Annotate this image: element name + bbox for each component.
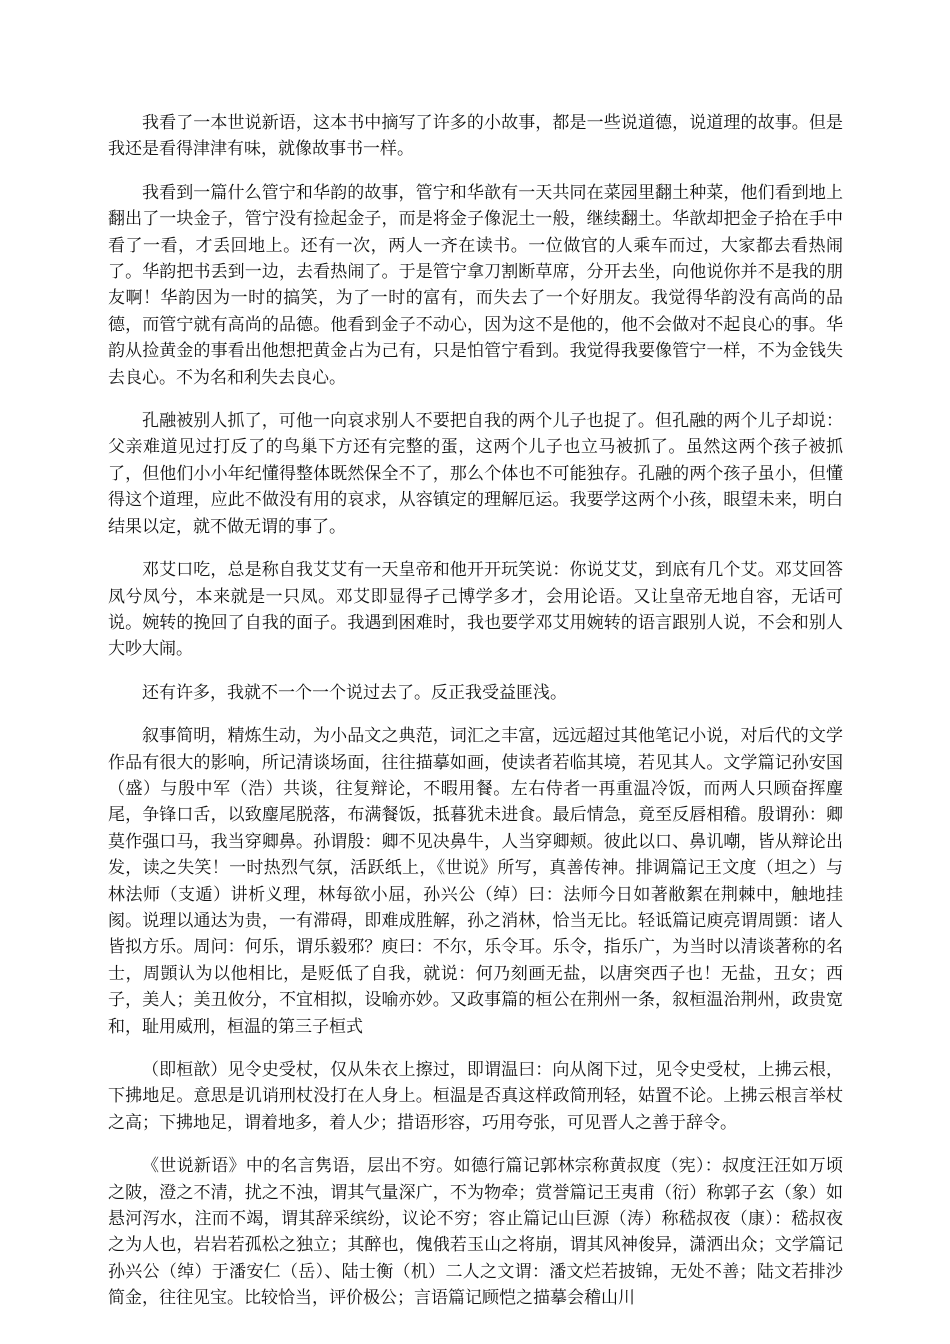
document-body — [108, 110, 843, 1329]
paragraph-2: 我看到一篇什么管宁和华韵的故事，管宁和华歆有一天共同在菜园里翻土种菜，他们看到地上翻出了一块金子，管宁没有捡起金子，而是将金子像泥土一般，继续翻土。华歆却把金子拾在手中看了一看，才丢回地上。还有一次，两人一齐在读书。一位做官的人乘车而过，大家都去看热闹了。华韵把书丢到一边，去看热闹了。于是管宁拿刀割断草席，分开去坐，向他说你并不是我的朋友啊！华韵因为一时的搞笑，为了一时的富有，而失去了一个好朋友。我觉得华韵没有高尚的品德，而管宁就有高尚的品德。他看到金子不动心，因为这不是他的，他不会做对不起良心的事。华韵从捡黄金的事看出他想把黄金占为己有，只是怕管宁看到。我觉得我要像管宁一样，不为金钱失去良心。不为名和利失去良心。 — [108, 182, 843, 388]
paragraph-7: （即桓歆）见令史受杖，仅从朱衣上擦过，即谓温曰：向从阁下过，见令史受杖，上拂云根，下拂地足。意思是讥诮刑杖没打在人身上。桓温是否真这样政简刑轻，姑置不论。上拂云根言举杖之高；下拂地足，谓着地多，着人少；措语形容，巧用夸张，可见晋人之善于辞令。 — [108, 1060, 843, 1133]
paragraph-4: 邓艾口吃，总是称自我艾艾有一天皇帝和他开开玩笑说：你说艾艾，到底有几个艾。邓艾回答凤兮凤兮，本来就是一只凤。邓艾即显得孑己博学多才，会用论语。又让皇帝无地自容，无话可说。婉转的挽回了自我的面子。我遇到困难时，我也要学邓艾用婉转的语言跟别人说，不会和别人大吵大闹。 — [108, 560, 843, 660]
paragraph-8: 《世说新语》中的名言隽语，层出不穷。如德行篇记郭林宗称黄叔度（宪）：叔度汪汪如万顷之陂，澄之不清，扰之不浊，谓其气量深广，不为物牵；赏誉篇记王夷甫（衍）称郭子玄（象）如悬河泻水，注而不竭，谓其辞采缤纷，议论不穷；容止篇记山巨源（涛）称嵇叔夜（康）：嵇叔夜之为人也，岩岩若孤松之独立；其醉也，傀俄若玉山之将崩，谓其风神俊异，潇洒出众；文学篇记孙兴公（绰）于潘安仁（岳）、陆士衡（机）二人之文谓：潘文烂若披锦，无处不善；陆文若排沙简金，往往见宝。比较恰当，评价极公；言语篇记顾恺之描摹会稽山川 — [108, 1156, 843, 1309]
paragraph-3: 孔融被别人抓了，可他一向哀求别人不要把自我的两个儿子也捉了。但孔融的两个儿子却说：父亲难道见过打反了的鸟巢下方还有完整的蛋，这两个儿子也立马被抓了。虽然这两个孩子被抓了，但他们小小年纪懂得整体既然保全不了，那么个体也不可能独存。孔融的两个孩子虽小，但懂得这个道理，应此不做没有用的哀求，从容镇定的理解厄运。我要学这两个小孩，眼望未来，明白结果以定，就不做无谓的事了。 — [108, 411, 843, 537]
paragraph-6: 叙事简明，精炼生动，为小品文之典范，词汇之丰富，远远超过其他笔记小说，对后代的文学作品有很大的影响，所记清谈场面，往往描摹如画，使读者若临其境，若见其人。文学篇记孙安国（盛）与殷中军（浩）共谈，往复辩论，不暇用餐。左右侍者一再重温冷饭，而两人只顾奋挥麈尾，争锋口舌，以致麈尾脱落，布满餐饭，抵暮犹未进食。最后情急，竟至反唇相稽。殷谓孙：卿莫作强口马，我当穿卿鼻。孙谓殷：卿不见决鼻牛，人当穿卿颊。彼此以口、鼻讥嘲，皆从辩论出发，读之失笑！一时热烈气氛，活跃纸上，《世说》所写，真善传神。排调篇记王文度（坦之）与林法师（支遁）讲析义理，林每欲小屈，孙兴公（绰）曰：法师今日如著敝絮在荆棘中，触地挂阂。说理以通达为贵，一有滞碍，即难成胜解，孙之消林，恰当无比。轻诋篇记庾亮谓周顗：诸人皆拟方乐。周问：何乐，谓乐毅邪？庾曰：不尔，乐令耳。乐令，指乐广，为当时以清谈著称的名士，周顗认为以他相比，是贬低了自我，就说：何乃刻画无盐，以唐突西子也！无盐，丑女；西子，美人；美丑攸分，不宜相拟，设喻亦妙。又政事篇的桓公在荆州一条，叙桓温治荆州，政贵宽和，耻用威刑，桓温的第三子桓式 — [108, 726, 843, 1037]
paragraph-1: 我看了一本世说新语，这本书中摘写了许多的小故事，都是一些说道德，说道理的故事。但是我还是看得津津有味，就像故事书一样。 — [108, 113, 843, 160]
paragraph-5: 还有许多，我就不一个一个说过去了。反正我受益匪浅。 — [142, 682, 567, 703]
